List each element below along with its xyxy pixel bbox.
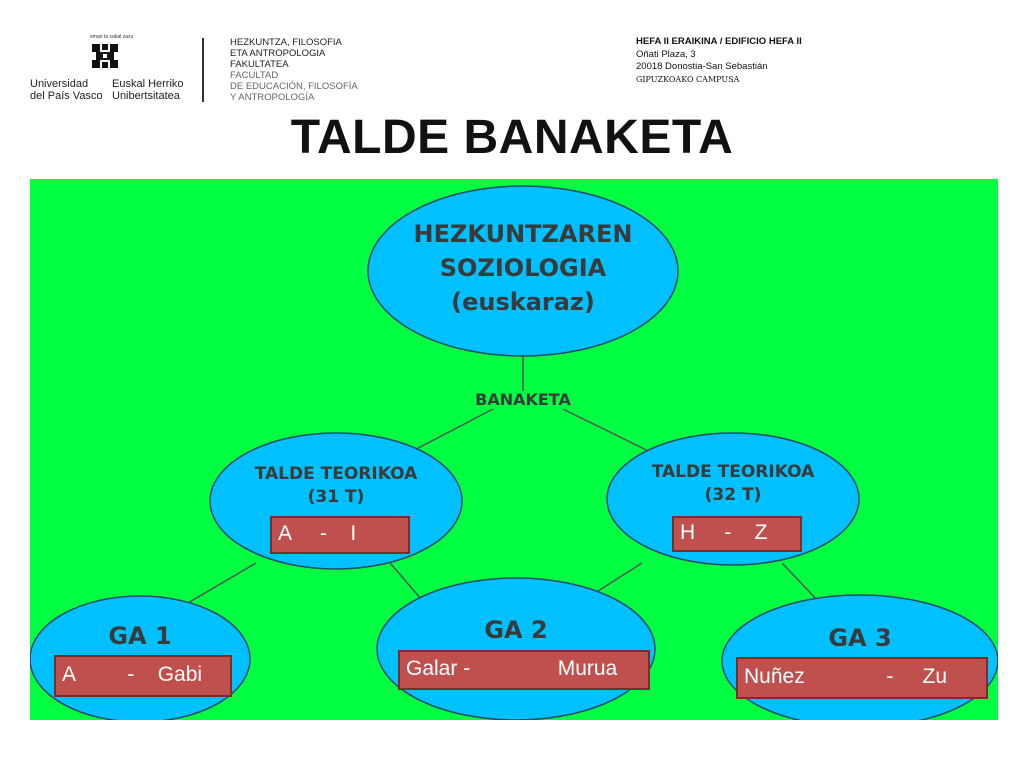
address-street: Oñati Plaza, 3 [636, 48, 696, 60]
university-name-eu: Euskal Herriko Unibertsitatea [112, 78, 184, 102]
faculty-name-eu: HEZKUNTZA, FILOSOFIA ETA ANTROPOLOGIA FAKULTATEA [230, 37, 342, 70]
ga2-ellipse [377, 578, 655, 720]
theory-group-31-label: TALDE TEORIKOA (31 T) [254, 464, 418, 507]
connector-t32-ga2 [595, 563, 642, 593]
diagram-panel [30, 179, 998, 720]
theory-group-32-label: TALDE TEORIKOA (32 T) [651, 462, 815, 505]
ga3-range: Nuñez - Zu [736, 657, 988, 699]
university-emblem-icon [90, 42, 120, 70]
address-city: 20018 Donostia-San Sebastián [636, 61, 768, 72]
connector-t31-ga1 [188, 563, 256, 603]
ga2-label: GA 2 [484, 616, 548, 644]
ga1-range: A - Gabi [54, 655, 232, 697]
connector-t32-ga3 [782, 563, 820, 603]
address-block [636, 36, 896, 86]
faculty-name-es: FACULTAD DE EDUCACIÓN, FILOSOFÍA Y ANTROPOLOGÍA [230, 70, 358, 103]
university-logo [30, 32, 360, 106]
ga2-range: Galar - Murua [398, 650, 650, 690]
address-campus: GIPUZKOAKO CAMPUSA [636, 74, 740, 84]
ga1-label: GA 1 [108, 622, 172, 650]
theory-group-32-range: H - Z [672, 516, 802, 552]
root-node-label: HEZKUNTZAREN SOZIOLOGIA (euskaraz) [413, 220, 633, 316]
logo-divider [202, 38, 204, 102]
page-title: TALDE BANAKETA [290, 111, 734, 164]
university-name-es: Universidad del País Vasco [30, 78, 103, 102]
logo-motto: eman ta zabal zazu [90, 34, 134, 40]
theory-group-31-range: A - I [270, 516, 410, 554]
ga3-label: GA 3 [828, 624, 892, 652]
split-label: BANAKETA [475, 390, 571, 409]
address-building: HEFA II ERAIKINA / EDIFICIO HEFA II [636, 36, 802, 47]
